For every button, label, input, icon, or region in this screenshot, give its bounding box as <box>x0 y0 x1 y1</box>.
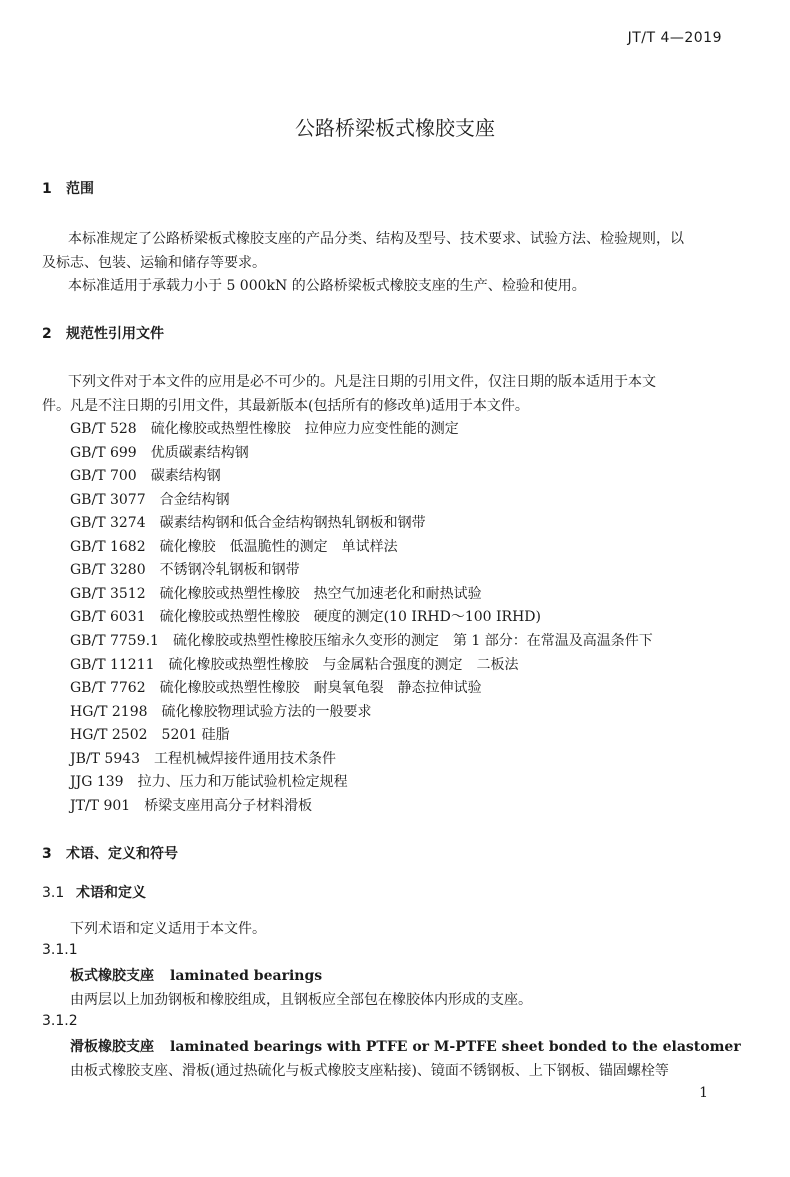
reference-code: GB/T 3077 <box>70 492 146 508</box>
reference-code: HG/T 2502 <box>70 727 148 743</box>
reference-item <box>70 630 653 650</box>
reference-code: GB/T 7762 <box>70 680 146 696</box>
paragraph-line: 件。凡是不注日期的引用文件，其最新版本(包括所有的修改单)适用于本文件。 <box>42 398 529 414</box>
reference-code: GB/T 1682 <box>70 539 146 555</box>
reference-code: GB/T 11211 <box>70 657 155 673</box>
reference-title: 优质碳素结构钢 <box>150 445 249 461</box>
term-en: laminated bearings with PTFE or M-PTFE sheet bonded to the elastomer <box>170 1039 741 1055</box>
reference-code: GB/T 6031 <box>70 609 146 625</box>
reference-item <box>70 701 372 721</box>
reference-code: JJG 139 <box>70 774 124 790</box>
reference-code: GB/T 3274 <box>70 515 146 531</box>
reference-item <box>70 465 221 485</box>
document-code: JT/T 4—2019 <box>627 30 722 46</box>
paragraph-line: 及标志、包装、运输和储存等要求。 <box>42 255 266 271</box>
reference-item <box>70 559 300 579</box>
reference-title: 硫化橡胶或热塑性橡胶 拉伸应力应变性能的测定 <box>150 421 459 437</box>
term-en: laminated bearings <box>170 968 323 984</box>
reference-code: JT/T 901 <box>70 798 131 814</box>
reference-code: GB/T 700 <box>70 468 137 484</box>
reference-item <box>70 512 426 532</box>
term-heading <box>70 965 322 985</box>
reference-title: 硫化橡胶 低温脆性的测定 单试样法 <box>159 539 398 555</box>
reference-title: 碳素结构钢和低合金结构钢热轧钢板和钢带 <box>159 515 426 531</box>
reference-item <box>70 583 482 603</box>
term-number: 3.1.2 <box>42 1013 78 1029</box>
reference-item <box>70 418 459 438</box>
reference-item <box>70 442 249 462</box>
reference-item <box>70 606 541 626</box>
paragraph-line: 本标准规定了公路桥梁板式橡胶支座的产品分类、结构及型号、技术要求、试验方法、检验规则，以 <box>68 231 684 247</box>
reference-title: 工程机械焊接件通用技术条件 <box>154 751 337 767</box>
reference-title: 硫化橡胶或热塑性橡胶 硬度的测定(10 IRHD～100 IRHD) <box>159 609 541 625</box>
reference-item <box>70 748 336 768</box>
reference-item <box>70 489 230 509</box>
reference-title: 硫化橡胶或热塑性橡胶 与金属粘合强度的测定 二板法 <box>168 657 519 673</box>
term-definition: 由板式橡胶支座、滑板(通过热硫化与板式橡胶支座粘接)、镜面不锈钢板、上下钢板、锚固螺栓等 <box>70 1063 669 1079</box>
reference-code: GB/T 699 <box>70 445 137 461</box>
reference-item <box>70 536 398 556</box>
section-title: 术语、定义和符号 <box>66 846 178 862</box>
paragraph-line: 本标准适用于承载力小于 5 000kN 的公路桥梁板式橡胶支座的生产、检验和使用。 <box>68 278 586 294</box>
section-1-heading <box>42 178 94 198</box>
reference-title: 拉力、压力和万能试验机检定规程 <box>137 774 348 790</box>
reference-code: GB/T 3280 <box>70 562 146 578</box>
document-title: 公路桥梁板式橡胶支座 <box>295 116 495 140</box>
reference-title: 硫化橡胶或热塑性橡胶压缩永久变形的测定 第 1 部分：在常温及高温条件下 <box>172 633 653 649</box>
section-number: 1 <box>42 181 52 197</box>
reference-title: 硫化橡胶或热塑性橡胶 耐臭氧龟裂 静态拉伸试验 <box>159 680 482 696</box>
reference-title: 硫化橡胶物理试验方法的一般要求 <box>161 704 372 720</box>
subsection-title: 术语和定义 <box>76 885 146 901</box>
reference-code: GB/T 528 <box>70 421 137 437</box>
subsection-heading <box>42 882 146 902</box>
section-3-heading <box>42 843 178 863</box>
subsection-number: 3.1 <box>42 885 65 901</box>
term-zh: 滑板橡胶支座 <box>70 1039 154 1055</box>
reference-code: JB/T 5943 <box>70 751 141 767</box>
reference-title: 不锈钢冷轧钢板和钢带 <box>159 562 300 578</box>
term-zh: 板式橡胶支座 <box>70 968 154 984</box>
section-number: 3 <box>42 846 52 862</box>
term-heading <box>70 1036 741 1056</box>
reference-code: GB/T 7759.1 <box>70 633 159 649</box>
term-definition: 由两层以上加劲钢板和橡胶组成，且钢板应全部包在橡胶体内形成的支座。 <box>70 992 532 1008</box>
reference-item <box>70 795 312 815</box>
paragraph-line: 下列术语和定义适用于本文件。 <box>70 921 266 937</box>
reference-item <box>70 771 348 791</box>
section-2-heading <box>42 323 164 343</box>
reference-code: HG/T 2198 <box>70 704 148 720</box>
section-number: 2 <box>42 326 52 342</box>
section-title: 范围 <box>66 181 94 197</box>
reference-title: 桥梁支座用高分子材料滑板 <box>144 798 313 814</box>
reference-item <box>70 654 519 674</box>
reference-title: 硫化橡胶或热塑性橡胶 热空气加速老化和耐热试验 <box>159 586 482 602</box>
reference-title: 合金结构钢 <box>159 492 230 508</box>
paragraph-line: 下列文件对于本文件的应用是必不可少的。凡是注日期的引用文件，仅注日期的版本适用于本文 <box>68 374 656 390</box>
term-number: 3.1.1 <box>42 942 78 958</box>
page-number: 1 <box>699 1085 708 1101</box>
reference-title: 碳素结构钢 <box>150 468 221 484</box>
reference-item <box>70 724 230 744</box>
reference-code: GB/T 3512 <box>70 586 146 602</box>
section-title: 规范性引用文件 <box>66 326 164 342</box>
reference-item <box>70 677 482 697</box>
reference-title: 5201 硅脂 <box>161 727 230 743</box>
